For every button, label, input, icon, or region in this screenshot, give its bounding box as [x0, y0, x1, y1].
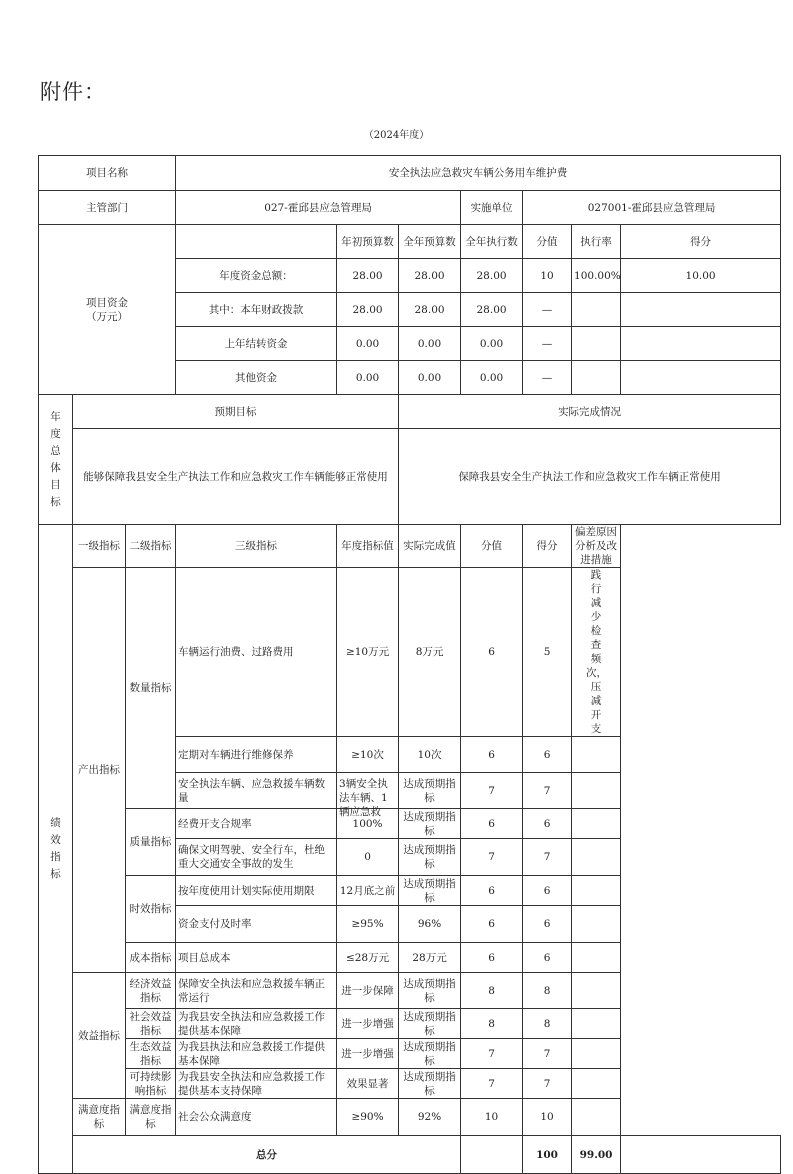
header-note: 偏差原因分析及改进措施 [572, 525, 621, 568]
indicator-score: 6 [523, 809, 572, 839]
indicator-weight: 7 [461, 773, 523, 809]
funds-row-annual: 28.00 [399, 293, 461, 327]
indicator-target: 12月底之前 [337, 876, 399, 906]
total-note [621, 1136, 781, 1174]
indicator-actual: 28万元 [399, 943, 461, 973]
indicator-row [39, 809, 781, 839]
indicator-note [572, 1069, 621, 1099]
funds-row-weight: — [523, 361, 572, 395]
indicator-name: 车辆运行油费、过路费用 [176, 568, 337, 737]
indicator-score: 6 [523, 906, 572, 943]
indicator-target: 100% [337, 809, 399, 839]
project-name-row [39, 156, 781, 191]
indicator-note [572, 839, 621, 876]
goals-section-label [39, 395, 73, 525]
performance-table [38, 155, 781, 1174]
total-label: 总分 [73, 1136, 461, 1174]
indicator-name: 按年度使用计划实际使用期限 [176, 876, 337, 906]
indicator-name: 为我县安全执法和应急救援工作提供基本保障 [176, 1009, 337, 1039]
indicator-target: 进一步保障 [337, 973, 399, 1009]
indicator-name: 经费开支合规率 [176, 809, 337, 839]
funds-row-label: 年度资金总额： [176, 259, 337, 293]
funds-row-executed: 28.00 [461, 259, 523, 293]
indicator-actual: 达成预期指标 [399, 1009, 461, 1039]
funds-row-score [621, 293, 781, 327]
group-satisfaction: 满意度指标 [73, 1099, 126, 1136]
funds-row-initial: 28.00 [337, 259, 399, 293]
total-score: 99.00 [572, 1136, 621, 1174]
subgroup-quantity: 数量指标 [126, 568, 176, 809]
funds-row-label: 其他资金 [176, 361, 337, 395]
project-name-value: 安全执法应急救灾车辆公务用车维护费 [176, 156, 781, 191]
funds-label-line1: 项目资金 [86, 296, 129, 309]
indicator-note [572, 943, 621, 973]
indicator-target: ≥10万元 [337, 568, 399, 737]
indicator-target [337, 773, 399, 818]
group-output: 产出指标 [73, 568, 126, 973]
indicator-weight: 10 [461, 1099, 523, 1136]
attachment-label: 附件： [40, 80, 106, 104]
subgroup-satisfaction: 满意度指标 [126, 1099, 176, 1136]
indicator-weight: 6 [461, 943, 523, 973]
subgroup-quality: 质量指标 [126, 809, 176, 876]
indicator-weight: 8 [461, 1009, 523, 1039]
indicator-row [39, 973, 781, 1009]
indicator-actual: 达成预期指标 [399, 973, 461, 1009]
goals-header-row [39, 395, 781, 429]
indicator-note [572, 973, 621, 1009]
indicator-name: 为我县执法和应急救援工作提供基本保障 [176, 1039, 337, 1069]
project-name-label: 项目名称 [39, 156, 176, 191]
indicator-actual: 达成预期指标 [399, 1039, 461, 1069]
indicator-weight: 7 [461, 839, 523, 876]
goals-actual-header: 实际完成情况 [399, 395, 781, 429]
indicator-actual: 达成预期指标 [399, 809, 461, 839]
indicator-target: 进一步增强 [337, 1039, 399, 1069]
impl-value: 027001-霍邱县应急管理局 [523, 191, 781, 225]
indicator-target: ≥90% [337, 1099, 399, 1136]
indicator-score: 6 [523, 737, 572, 773]
indicator-target: 进一步增强 [337, 1009, 399, 1039]
indicator-note [572, 737, 621, 773]
funds-row-weight: — [523, 327, 572, 361]
indicator-score: 7 [523, 1039, 572, 1069]
funds-row-executed: 0.00 [461, 327, 523, 361]
indicator-actual: 达成预期指标 [399, 876, 461, 906]
indicator-weight: 7 [461, 1039, 523, 1069]
funds-row-weight: 10 [523, 259, 572, 293]
subgroup-economic: 经济效益指标 [126, 973, 176, 1009]
indicator-name: 项目总成本 [176, 943, 337, 973]
funds-row-initial: 28.00 [337, 293, 399, 327]
funds-row-executed: 28.00 [461, 293, 523, 327]
funds-row-initial: 0.00 [337, 361, 399, 395]
funds-row-executed: 0.00 [461, 361, 523, 395]
year-label: （2024年度） [363, 130, 430, 141]
funds-header-blank [176, 225, 337, 259]
indicator-weight: 6 [461, 568, 523, 737]
indicator-name: 为我县安全执法和应急救援工作提供基本支持保障 [176, 1069, 337, 1099]
indicator-name: 确保文明驾驶、安全行车，杜绝重大交通安全事故的发生 [176, 839, 337, 876]
indicator-target: 效果显著 [337, 1069, 399, 1099]
indicator-row [39, 1039, 781, 1069]
indicator-note [572, 1039, 621, 1069]
indicator-row [39, 876, 781, 906]
funds-header-score: 得分 [621, 225, 781, 259]
indicator-name: 安全执法车辆、应急救援车辆数量 [176, 773, 337, 809]
indicator-note [572, 876, 621, 906]
subgroup-social: 社会效益指标 [126, 1009, 176, 1039]
indicator-note [572, 1099, 621, 1136]
indicator-weight: 6 [461, 737, 523, 773]
indicator-score: 5 [523, 568, 572, 737]
funds-header-executed: 全年执行数 [461, 225, 523, 259]
indicator-actual: 96% [399, 906, 461, 943]
indicator-score: 7 [523, 1069, 572, 1099]
indicator-score: 10 [523, 1099, 572, 1136]
indicator-actual: 达成预期指标 [399, 1069, 461, 1099]
goals-expected-value: 能够保障我县安全生产执法工作和应急救灾工作车辆能够正常使用 [73, 429, 399, 525]
indicator-score: 7 [523, 839, 572, 876]
funds-row-rate: 100.00% [572, 259, 621, 293]
subgroup-cost: 成本指标 [126, 943, 176, 973]
indicator-name: 资金支付及时率 [176, 906, 337, 943]
indicators-section-label [39, 525, 73, 1174]
indicator-note [572, 1009, 621, 1039]
indicators-section-text: 绩 效 指 标 [50, 817, 61, 880]
funds-header-weight: 分值 [523, 225, 572, 259]
header-target: 年度指标值 [337, 525, 399, 568]
funds-row-weight: — [523, 293, 572, 327]
goals-section-text: 年 度 总 体 目 标 [50, 410, 61, 508]
indicator-target: 0 [337, 839, 399, 876]
indicator-target: ≤28万元 [337, 943, 399, 973]
indicator-score: 6 [523, 876, 572, 906]
indicator-target: ≥95% [337, 906, 399, 943]
funds-header-row [39, 225, 781, 259]
indicator-weight: 6 [461, 876, 523, 906]
indicator-note: 践行减少检查频次，压减开支 [572, 568, 621, 737]
funds-header-annual: 全年预算数 [399, 225, 461, 259]
indicator-note [572, 906, 621, 943]
indicator-name: 社会公众满意度 [176, 1099, 337, 1136]
funds-row-annual: 0.00 [399, 327, 461, 361]
indicator-row [39, 568, 781, 737]
funds-section-label [39, 225, 176, 395]
header-level2: 二级指标 [126, 525, 176, 568]
indicator-actual: 92% [399, 1099, 461, 1136]
indicator-row [39, 1099, 781, 1136]
funds-header-rate: 执行率 [572, 225, 621, 259]
indicator-name: 保障安全执法和应急救援车辆正常运行 [176, 973, 337, 1009]
indicator-target: ≥10次 [337, 737, 399, 773]
header-actual: 实际完成值 [399, 525, 461, 568]
indicator-score: 8 [523, 1009, 572, 1039]
funds-row-score: 10.00 [621, 259, 781, 293]
header-weight: 分值 [461, 525, 523, 568]
funds-label-line2: （万元） [86, 310, 129, 323]
indicator-weight: 6 [461, 906, 523, 943]
funds-header-initial: 年初预算数 [337, 225, 399, 259]
subgroup-ecological: 生态效益指标 [126, 1039, 176, 1069]
indicator-row [39, 1069, 781, 1099]
funds-row-rate [572, 327, 621, 361]
dept-value: 027-霍邱县应急管理局 [176, 191, 461, 225]
funds-row-score [621, 327, 781, 361]
indicator-weight: 6 [461, 809, 523, 839]
funds-row-initial: 0.00 [337, 327, 399, 361]
header-score: 得分 [523, 525, 572, 568]
indicator-score: 7 [523, 773, 572, 809]
funds-row-label: 其中：本年财政拨款 [176, 293, 337, 327]
header-level1: 一级指标 [73, 525, 126, 568]
dept-label: 主管部门 [39, 191, 176, 225]
indicator-note [572, 773, 621, 809]
group-benefit: 效益指标 [73, 973, 126, 1099]
header-level3: 三级指标 [176, 525, 337, 568]
goals-expected-header: 预期目标 [73, 395, 399, 429]
goals-actual-value: 保障我县安全生产执法工作和应急救灾工作车辆正常使用 [399, 429, 781, 525]
funds-row-annual: 28.00 [399, 259, 461, 293]
funds-row-annual: 0.00 [399, 361, 461, 395]
indicator-score: 6 [523, 943, 572, 973]
funds-row-label: 上年结转资金 [176, 327, 337, 361]
indicator-note [572, 809, 621, 839]
total-weight: 100 [523, 1136, 572, 1174]
indicator-actual: 10次 [399, 737, 461, 773]
indicator-weight: 7 [461, 1069, 523, 1099]
indicator-actual: 8万元 [399, 568, 461, 737]
funds-row-rate [572, 293, 621, 327]
subgroup-sustainable: 可持续影响指标 [126, 1069, 176, 1099]
indicators-header-row [39, 525, 781, 568]
indicator-actual: 达成预期指标 [399, 773, 461, 809]
subgroup-timeliness: 时效指标 [126, 876, 176, 943]
indicator-score: 8 [523, 973, 572, 1009]
indicator-actual: 达成预期指标 [399, 839, 461, 876]
indicator-target-text: 3辆安全执法车辆、1辆应急救 [339, 777, 388, 818]
indicator-row [39, 943, 781, 973]
indicator-name: 定期对车辆进行维修保养 [176, 737, 337, 773]
dept-row [39, 191, 781, 225]
total-blank [461, 1136, 523, 1174]
indicator-row [39, 1009, 781, 1039]
goals-row [39, 429, 781, 525]
total-row [39, 1136, 781, 1174]
funds-row-rate [572, 361, 621, 395]
indicator-weight: 8 [461, 973, 523, 1009]
funds-row-score [621, 361, 781, 395]
impl-label: 实施单位 [461, 191, 523, 225]
